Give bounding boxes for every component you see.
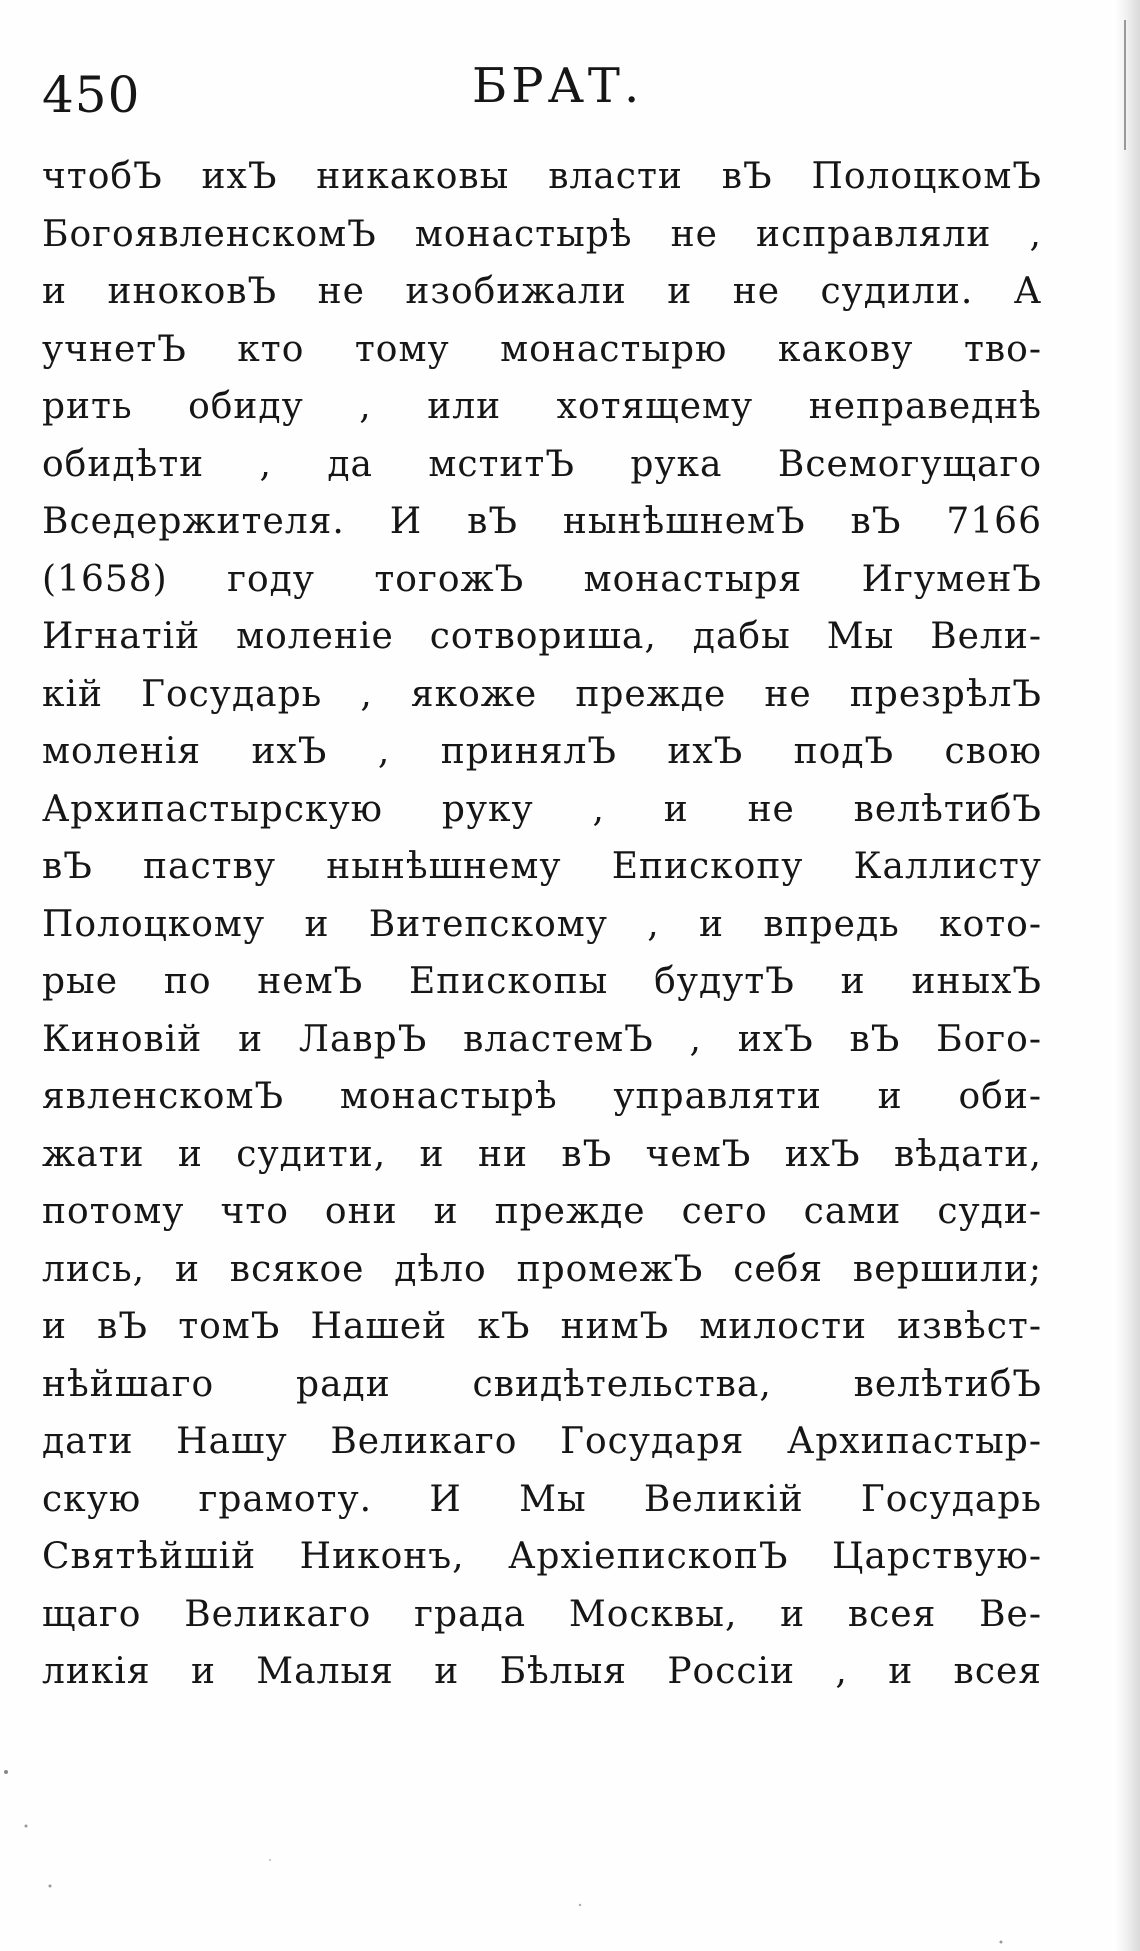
text-line: лись, и всякое дѣло промежЪ себя вершили; <box>42 1248 1042 1290</box>
text-line: дати Нашу Великаго Государя Архипастыр- <box>42 1421 1042 1462</box>
text-line: чтобЪ ихЪ никаковы власти вЪ ПолоцкомЪ <box>42 156 1042 197</box>
body-text <box>42 148 1042 1701</box>
text-line: Киновій и ЛаврЪ властемЪ , ихЪ вЪ Бого- <box>42 1018 1042 1060</box>
text-line: рые по немЪ Епископы будутЪ и иныхЪ <box>42 961 1042 1002</box>
text-line: потому что они и прежде сего сами суди- <box>42 1191 1042 1232</box>
text-line: ликія и Малыя и Бѣлыя Россіи , и всея <box>42 1651 1042 1692</box>
running-title: БРАТ. <box>472 58 644 114</box>
text-line: и вЪ томЪ Нашей кЪ нимЪ милости извѣст- <box>42 1306 1042 1347</box>
page-header <box>42 58 1042 138</box>
text-line: Святѣйшій Никонъ, АрхіепископЪ Царствую- <box>42 1536 1042 1577</box>
page-number: 450 <box>42 66 141 124</box>
text-line: моленія ихЪ , принялЪ ихЪ подЪ свою <box>42 731 1042 772</box>
page-edge <box>1114 0 1140 1951</box>
text-line: жати и судити, и ни вЪ чемЪ ихЪ вѣдати, <box>42 1133 1042 1175</box>
text-line: явленскомЪ монастырѣ управляти и оби- <box>42 1076 1042 1117</box>
text-line: БогоявленскомЪ монастырѣ не исправляли , <box>42 213 1042 255</box>
text-line: Игнатій моленіе сотвориша, дабы Мы Вели- <box>42 616 1042 657</box>
text-line: и иноковЪ не изобижали и не судили. А <box>42 271 1042 312</box>
text-line: Вседержителя. И вЪ нынѣшнемЪ вЪ 7166 <box>42 501 1042 542</box>
text-line: скую грамоту. И Мы Великій Государь <box>42 1478 1042 1520</box>
text-line: учнетЪ кто тому монастырю какову тво- <box>42 328 1042 370</box>
text-line: нѣйшаго ради свидѣтельства, велѣтибЪ <box>42 1363 1042 1405</box>
text-line: кій Государь , якоже прежде не презрѣлЪ <box>42 673 1042 715</box>
text-line: обидѣти , да мститЪ рука Всемогущаго <box>42 443 1042 485</box>
text-line: (1658) году тогожЪ монастыря ИгуменЪ <box>42 558 1042 600</box>
text-line: рить обиду , или хотящему неправеднѣ <box>42 386 1042 427</box>
text-line: Архипастырскую руку , и не велѣтибЪ <box>42 788 1042 830</box>
text-line: вЪ паству нынѣшнему Епископу Каллисту <box>42 846 1042 887</box>
text-line: щаго Великаго града Москвы, и всея Ве- <box>42 1593 1042 1635</box>
text-line: Полоцкому и Витепскому , и впредь кото- <box>42 903 1042 945</box>
